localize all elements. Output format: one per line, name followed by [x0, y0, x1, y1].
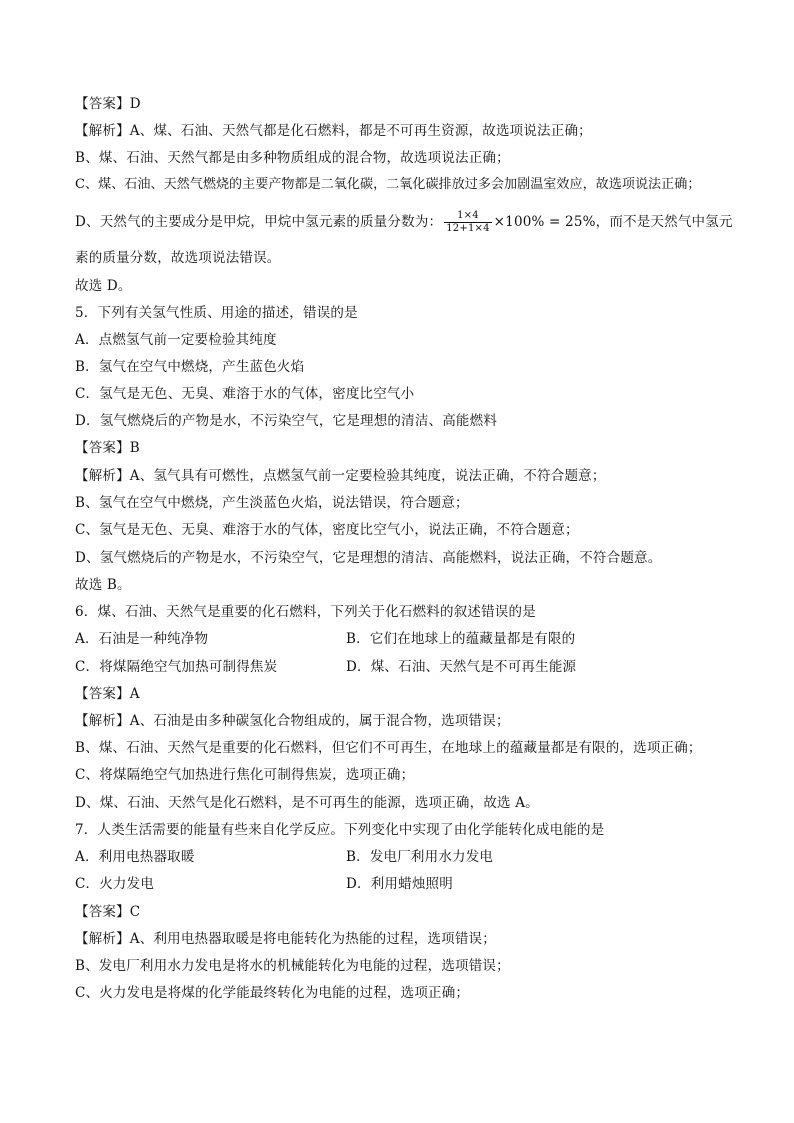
fraction-denominator: 12+1×4 — [446, 223, 490, 234]
q7-answer: 【答案】C — [75, 904, 141, 920]
fraction-numerator: 1×4 — [444, 210, 491, 223]
q5-analysis-d: D、氢气燃烧后的产物是水，不污染空气，它是理想的清洁、高能燃料，说法正确，不符合题意。 — [75, 550, 662, 566]
q6-option-d: D．煤、石油、天然气是不可再生能源 — [346, 659, 577, 675]
q6-option-c: C．将煤隔绝空气加热可制得焦炭 — [75, 659, 278, 675]
q5-analysis-c: C、氢气是无色、无臭、难溶于水的气体，密度比空气小，说法正确，不符合题意； — [75, 522, 579, 538]
q7-option-b: B．发电厂利用水力发电 — [346, 849, 494, 865]
q4-analysis-b: B、煤、石油、天然气都是由多种物质组成的混合物，故选项说法正确； — [75, 150, 510, 166]
q5-option-a: A．点燃氢气前一定要检验其纯度 — [75, 332, 277, 348]
q5-stem: 5．下列有关氢气性质、用途的描述，错误的是 — [75, 305, 358, 321]
q5-conclusion: 故选 B。 — [75, 577, 131, 593]
q7-analysis-a: 【解析】A、利用电热器取暖是将电能转化为热能的过程，选项错误； — [75, 931, 496, 947]
q4-analysis-a: 【解析】A、煤、石油、天然气都是化石燃料，都是不可再生资源，故选项说法正确； — [75, 123, 592, 139]
q6-analysis-a: 【解析】A、石油是由多种碳氢化合物组成的，属于混合物，选项错误； — [75, 713, 510, 729]
q5-answer: 【答案】B — [75, 440, 140, 456]
q6-analysis-c: C、将煤隔绝空气加热进行焦化可制得焦炭，选项正确； — [75, 767, 415, 783]
q7-option-a: A．利用电热器取暖 — [75, 849, 195, 865]
q4-conclusion: 故选 D。 — [75, 278, 132, 294]
q6-stem: 6．煤、石油、天然气是重要的化石燃料，下列关于化石燃料的叙述错误的是 — [75, 604, 536, 620]
q7-analysis-b: B、发电厂利用水力发电是将水的机械能转化为电能的过程，选项错误； — [75, 958, 510, 974]
q4-analysis-d-post: ×100% = 25%，而不是天然气中氢元 — [493, 214, 733, 230]
q5-analysis-b: B、氢气在空气中燃烧，产生淡蓝色火焰，说法错误，符合题意； — [75, 495, 469, 511]
q6-analysis-d: D、煤、石油、天然气是化石燃料，是不可再生的能源，选项正确，故选 A。 — [75, 795, 539, 811]
q4-analysis-d-continued: 素的质量分数，故选项说法错误。 — [75, 250, 281, 266]
q6-analysis-b: B、煤、石油、天然气是重要的化石燃料，但它们不可再生，在地球上的蕴藏量都是有限的，选项正确； — [75, 740, 702, 756]
q5-option-d: D．氢气燃烧后的产物是水，不污染空气，它是理想的清洁、高能燃料 — [75, 413, 498, 429]
q6-option-a: A．石油是一种纯净物 — [75, 631, 209, 647]
q7-stem: 7．人类生活需要的能量有些来自化学反应。下列变化中实现了由化学能转化成电能的是 — [75, 822, 605, 838]
q4-analysis-c: C、煤、石油、天然气燃烧的主要产物都是二氧化碳，二氧化碳排放过多会加剧温室效应，故选项说法正确； — [75, 177, 701, 192]
q4-analysis-d — [75, 210, 733, 235]
q5-option-b: B．氢气在空气中燃烧，产生蓝色火焰 — [75, 359, 305, 375]
q6-answer: 【答案】A — [75, 686, 140, 702]
q4-analysis-d-pre: D、天然气的主要成分是甲烷，甲烷中氢元素的质量分数为： — [75, 214, 443, 230]
q7-option-c: C．火力发电 — [75, 876, 155, 892]
q7-option-d: D．利用蜡烛照明 — [346, 876, 453, 892]
q4-answer: 【答案】D — [75, 96, 141, 112]
hydrogen-mass-fraction — [444, 210, 491, 235]
q6-option-b: B．它们在地球上的蕴藏量都是有限的 — [346, 631, 576, 647]
q5-analysis-a: 【解析】A、氢气具有可燃性，点燃氢气前一定要检验其纯度，说法正确，不符合题意； — [75, 468, 606, 484]
q7-analysis-c: C、火力发电是将煤的化学能最终转化为电能的过程，选项正确； — [75, 985, 470, 1001]
q5-option-c: C．氢气是无色、无臭、难溶于水的气体，密度比空气小 — [75, 386, 415, 402]
